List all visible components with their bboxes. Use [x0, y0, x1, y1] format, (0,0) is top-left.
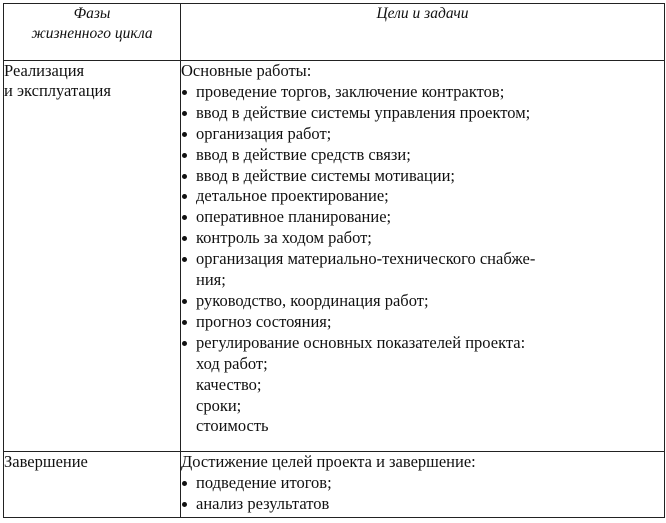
list-item: детальное проектирование; — [181, 186, 664, 207]
phase-name-line: Завершение — [4, 452, 88, 471]
header-goals-label: Цели и задачи — [376, 5, 469, 22]
list-item: ввод в действие средств связи; — [181, 145, 664, 166]
table-row-implementation — [4, 61, 665, 452]
list-item-continuation: ния; — [196, 270, 226, 290]
phase-name-line: и эксплуатация — [4, 81, 111, 100]
list-item: подведение итогов; — [181, 473, 664, 494]
list-item: регулирование основных показателей проекта: — [181, 333, 664, 354]
list-item: контроль за ходом работ; — [181, 228, 664, 249]
header-phases — [4, 4, 181, 61]
goals-intro: Достижение целей проекта и завершение: — [181, 452, 476, 471]
header-goals — [181, 4, 665, 61]
list-item: ввод в действие системы мотивации; — [181, 166, 664, 187]
goals-cell-completion — [181, 452, 665, 518]
list-item: организация работ; — [181, 124, 664, 145]
list-item: проведение торгов, заключение контрактов; — [181, 82, 664, 103]
table-row-completion — [4, 452, 665, 518]
sub-item: стоимость — [196, 416, 269, 436]
sub-item: сроки; — [196, 395, 242, 415]
header-phases-line-2: жизненного цикла — [31, 25, 153, 42]
phases-table — [3, 3, 665, 518]
list-item: прогноз состояния; — [181, 312, 664, 333]
phase-cell-completion — [4, 452, 181, 518]
phase-name-line: Реализация — [4, 61, 85, 80]
list-item: организация материально-технического снабже- — [181, 249, 664, 270]
header-phases-line-1: Фазы — [73, 5, 111, 22]
list-item: руководство, координация работ; — [181, 291, 664, 312]
goals-intro: Основные работы: — [181, 61, 312, 80]
list-item: анализ результатов — [181, 494, 664, 515]
header-row — [4, 4, 665, 61]
list-item: оперативное планирование; — [181, 207, 664, 228]
list-item: ввод в действие системы управления проектом; — [181, 103, 664, 124]
phase-cell-implementation — [4, 61, 181, 452]
sub-item: ход работ; — [196, 353, 268, 373]
sub-item: качество; — [196, 374, 262, 394]
goals-cell-implementation — [181, 61, 665, 452]
